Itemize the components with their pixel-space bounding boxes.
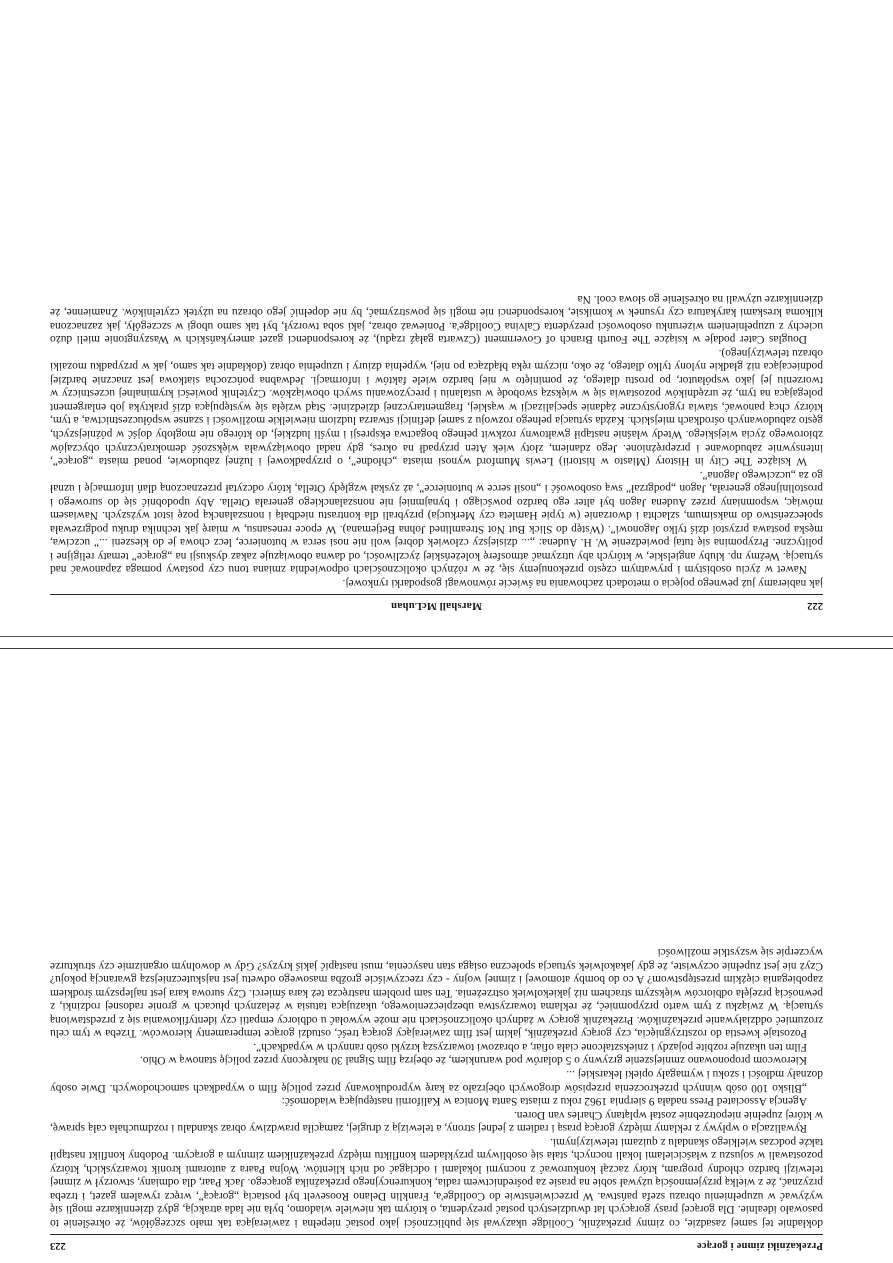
quote-paragraph: Kierowcom proponowano zmniejszenie grzywny o 5 dolarów pod warunkiem, że obejrzą film Signal 30 nakręcony przez policję stanową w Ohio.	[139, 1054, 807, 1067]
paragraph: Pozostaje kwestia do rozstrzygnięcia, czy gorący przekaźnik, jakim jest film zawierający gorącą treść, ostudzi gorące temperamenty kierowców. Trzeba w tym celu zrozumieć oddziaływanie przekaźników. Przekaźnik gorący w żadnych okolicznościach nie może wywołać u odbiorcy empatii czy identyfikowania się z przedstawioną sytuacją. W związku z tym warto przypomnieć, że reklama towarzystwa ubezpieczeniowego, ukazująca tatusia w żelaznych płucach w gronie radosnej rodzinki, z pewnością przejęła odbiorców większym strachem niż jakiekolwiek ostrzeżenia. Ten sam problem nastręcza też kara śmierci. Czy surowa kara jest najlepszym środkiem zapobiegania ciężkim przestępstwom? A co do bomby atomowej i zimnej wojny - czy rzeczywiście groźba masowego odwetu jest najskuteczniejszą gwarancją pokoju? Czyż nie jest zupełnie oczywiste, że gdy jakakolwiek sytuacja społeczna osiąga stan nasycenia, musi nastąpić jakiś kryzys? Gdy w dowolnym organizmie czy strukturze wyczerpie się wszystkie możliwości	[50, 946, 823, 1040]
page-number: 223	[50, 1240, 66, 1251]
paragraph: dokładnie tej samej zasadzie, co zimny przekaźnik, Coolidge ukazywał się publiczności jako postać niepełna i zawierająca tak mało szczegółów, że określenie to pasowało idealnie. Dla gorącej prasy gorących lat dwudziestych postać prezydenta, o którym tak niewiele wiadomo, była nie lada atrakcją, gdyż dziennikarze mogli się wyżywać w uzupełnieniu obrazu szefa państwa. W przeciwieństwie do Coolidge'a, Franklin Delano Roosevelt był postacią „gorącą”, wręcz rywalem gazet, i trzeba przyznać, że z wielką przyjemnością używał sobie na prasie za pośrednictwem radia, konkurencyjnego przekaźnika gorącego. Jack Paar, dla odmiany, stworzył w zimnej telewizji bardzo chłodny program, który zaczął konkurować z nocnymi lokalami i odciągać od nich klientów. Wojna Paara z autorami kronik towarzyskich, którzy pozostawali w sojuszu z właścicielami lokali nocnych, stała się osobliwym przykładem konfliktu między przekaźnikiem zimnym a gorącym. Podobny konflikt nastąpił także podczas wielkiego skandalu z quizami telewizyjnymi.	[50, 1135, 823, 1229]
quote-paragraph: „Blisko 100 osób winnych przekroczenia przepisów drogowych obejrzało za karę wyprodukowany przez policję film o wypadkach samochodowych. Dwie osoby doznały mdłości i szoku i wymagały opieki lekarskiej ...	[50, 1067, 823, 1094]
paragraph: Rywalizacja o wpływy z reklamy między gorącą prasą i radiem z jednej strony, a telewizją z drugiej, zamąciła prawdziwy obraz skandalu i rozdmuchała całą sprawę, w której zupełnie niepotrzebnie został wplątany Charles van Doren.	[50, 1108, 823, 1135]
page-body	[50, 21, 823, 589]
page-223	[0, 663, 893, 1263]
paragraph: Agencja Associated Press nadała 9 sierpnia 1962 roku z miasta Santa Monica w Kalifornii następującą wiadomość:	[281, 1095, 807, 1108]
page-fold-shadow	[0, 636, 893, 637]
running-head-title: Marshall McLuhan	[391, 600, 482, 611]
quote-paragraph: Film ten ukazuje rozbite pojazdy i zniekształcone ciała ofiar, a obrazowi towarzyszą krzyki osób rannych w wypadkach”.	[253, 1040, 807, 1053]
paragraph: jak nabieramy już pewnego pojęcia o metodach zachowania na świecie równowagi gospodarki rynkowej.	[342, 577, 823, 589]
paragraph: Douglas Cater podaje w książce The Fourth Branch of Government (Czwarta gałąź rządu), że korespondenci gazet amerykańskich w Waszyngtonie mieli dużo uciechy z uzupełnieniem wizerunku osobowości prezydenta Calvina Coolidge'a. Ponieważ obraz, jaki soba tworzył, był tak samo ubogi w szczegóły, jak zaznaczona kilkoma kreskami karykatura czy rysunek w komiksie, korespondenci nie mogli się powstrzymać, by nie dopełnić jego obrazu na użytek czytelników. Znamienne, że dziennikarze używali na określenie go słowa cool. Na	[50, 292, 823, 346]
page-body	[50, 671, 823, 1229]
page-number: 222	[807, 600, 823, 611]
page-222	[0, 13, 893, 623]
paragraph: W książce The City in History (Miasto w historii) Lewis Mumford wynosi miasta „chłodne”, o przypadkowej i luźnej zabudowie, ponad miasta „gorące”, intensywnie zabudowane i przeprężnione. Jego zdaniem, złoty wiek Aten przypadł na okres, gdy nadal obowiązywała większość demokratycznych obyczajów zbiorowego życia wiejskiego. Wtedy właśnie nastąpił gwałtowny rozkwit pełnego bogactwa ekspresji i myśli ludzkiej, do którego nie mogłoby dojść w późniejszych, gęsto zabudowanych ośrodkach miejskich. Każda sytuacja pełnego rozwoju z samej definicji stwarza ludziom niewielkie możliwości i szanse współuczestnictwa, a tym, którzy chcą panować, stawia rygorystyczne żądanie specjalizacji w wąskiej, fragmentarycznej dziedzinie. Stąd wzięła się występująca dziś praktyka job enlargement polegająca na tym, że urzędników pozostawia się w większą swobodę w ustalaniu i precyzowaniu swych obowiązków. Czytelnik powieści kryminalnej uczestniczy w tworzeniu jej jako współautor, po prostu dlatego, że pominięto w niej bardzo wiele faktów i informacji. Jedwabna pończocha siatkowa jest znacznie bardziej podniecająca niż gładkie nylony tylko dlatego, że oko, niczym ręka błądząca po niej, wypełnia dziury i uzupełnia obraz (dokładnie tak samo, jak w przypadku mozaiki obrazu telewizyjnego).	[50, 346, 823, 468]
running-head-title: Przekaźniki zimne i gorące	[696, 1240, 823, 1251]
paragraph: Nawet w życiu osobistym i prywatnym często przekonujemy się, że w różnych okolicznościach odpowiednia zmiana tonu czy postawy pomaga zapanować nad sytuacją. Weźmy np. kluby angielskie, w których aby utrzymać atmosferę koleżeńskiej życzliwości, od dawna obowiązuje zakaz dyskusji na „gorące” tematy religijne i polityczne. Przypomina się tutaj powiedzenie W. H. Audena: „... dzisiejszy człowiek dobrej woli nie nosi serca w butonierce, lecz chowa je do kieszeni ...” uczciwa, męska postawa przystoi dziś tylko Jagonowi”. (Wstęp do Slick But Not Streamlined Johna Betjemana). W epoce renesansu, w miarę jak technika druku podgrzewała społeczeństwo do maksimum, szlachta i dworzanie (w typie Hamleta czy Merkucja) przybrali dla kontrastu niedbałą i nonszalancką pozę istot wyższych. Nawiasem mówiąc, wspomniany przez Audena Jagon był alter ego bardzo powściągo i bynajmniej nie nonszalanckiego generała Otella. Aby upodobnić się do surowego i prostolinijnego generała, Jagon „podgrzał” swą osobowość i „nosił serce w butonierce”, aż zyskał względy Otella, który odczytał przeznaczoną dlań informację i uznał go za „uczciwego Jagona”.	[50, 468, 823, 576]
running-head	[50, 1234, 823, 1253]
page-fold-line	[0, 648, 893, 649]
running-head	[50, 594, 823, 613]
